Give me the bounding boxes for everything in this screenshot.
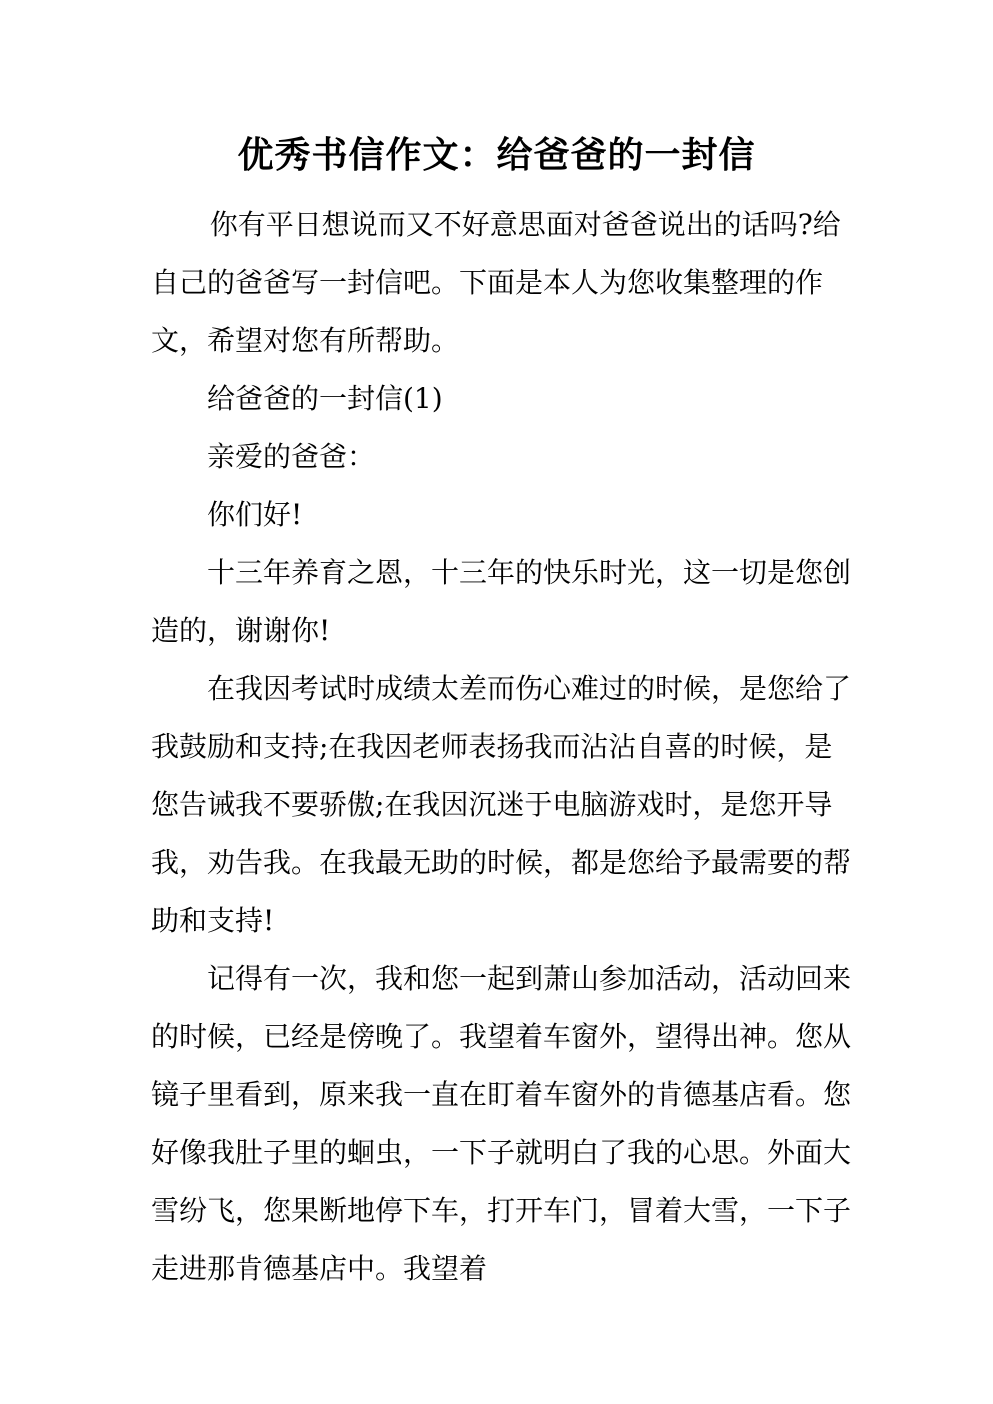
letter-paragraph: 在我因考试时成绩太差而伤心难过的时候，是您给了我鼓励和支持;在我因老师表扬我而沾沾自喜的时候，是您告诫我不要骄傲;在我因沉迷于电脑游戏时，是您开导我，劝告我。在我最无助的时候，都是您给予最需要的帮助和支持! bbox=[151, 672, 852, 937]
letter-greeting: 你们好! bbox=[207, 498, 303, 531]
letter-salutation: 亲爱的爸爸： bbox=[207, 440, 376, 473]
letter-paragraph: 十三年养育之恩，十三年的快乐时光，这一切是您创造的，谢谢你! bbox=[151, 556, 852, 647]
intro-paragraph: 你有平日想说而又不好意思面对爸爸说出的话吗?给自己的爸爸写一封信吧。下面是本人为您收集整理的作文，希望对您有所帮助。 bbox=[151, 208, 841, 357]
document-body bbox=[151, 196, 851, 1298]
letter-heading: 给爸爸的一封信(1) bbox=[207, 382, 443, 415]
document-title: 优秀书信作文：给爸爸的一封信 bbox=[237, 135, 756, 176]
letter-paragraph: 记得有一次，我和您一起到萧山参加活动，活动回来的时候，已经是傍晚了。我望着车窗外，望得出神。您从镜子里看到，原来我一直在盯着车窗外的肯德基店看。您好像我肚子里的蛔虫，一下子就明白了我的心思。外面大雪纷飞，您果断地停下车，打开车门，冒着大雪，一下子走进那肯德基店中。我望着 bbox=[151, 962, 852, 1285]
